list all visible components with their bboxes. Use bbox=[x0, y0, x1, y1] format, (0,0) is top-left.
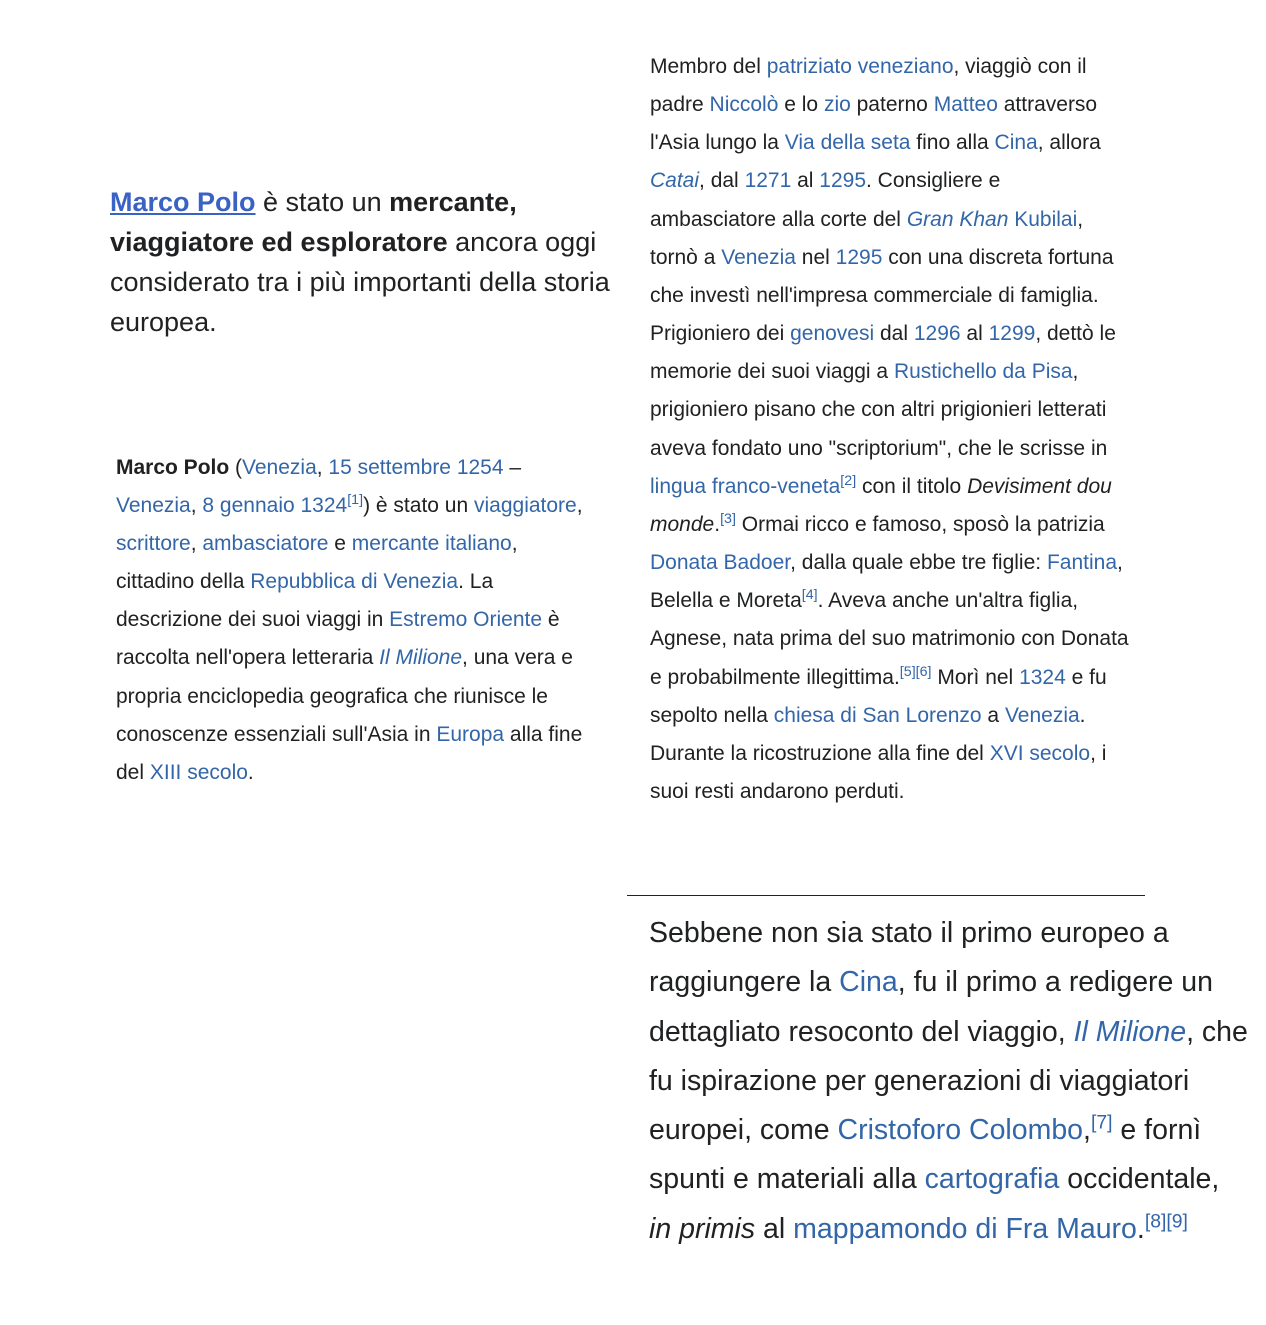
text: , dalla quale ebbe tre figlie: bbox=[790, 551, 1047, 575]
text: , allora bbox=[1037, 131, 1101, 155]
lead-paragraph bbox=[116, 449, 596, 792]
link-venezia[interactable]: Venezia bbox=[721, 245, 796, 269]
text: attraverso l'Asia lungo la bbox=[650, 93, 1098, 155]
text: , Belella e Moreta bbox=[650, 551, 1123, 613]
marco-polo-title-link[interactable]: Marco Polo bbox=[110, 187, 256, 217]
reference-3[interactable]: [3] bbox=[720, 511, 736, 528]
link-mappamondo-fra-mauro[interactable]: mappamondo di Fra Mauro bbox=[793, 1212, 1137, 1245]
link-gran-khan[interactable]: Gran Khan bbox=[906, 207, 1009, 231]
link-donata-badoer[interactable]: Donata Badoer bbox=[650, 551, 791, 575]
text: al bbox=[791, 169, 820, 193]
link-matteo[interactable]: Matteo bbox=[933, 93, 998, 117]
text: , bbox=[576, 494, 583, 518]
section-divider bbox=[627, 895, 1145, 896]
text: Membro del bbox=[650, 55, 767, 78]
link-venezia[interactable]: Venezia bbox=[242, 456, 317, 479]
text: a bbox=[981, 703, 1005, 727]
link-mercante-italiano[interactable]: mercante italiano bbox=[351, 532, 512, 556]
link-1295[interactable]: 1295 bbox=[835, 245, 883, 269]
text: al bbox=[755, 1212, 794, 1245]
link-patriziato-veneziano[interactable]: patriziato veneziano bbox=[766, 55, 954, 78]
text: . bbox=[247, 760, 254, 784]
link-fantina[interactable]: Fantina bbox=[1046, 551, 1117, 575]
link-zio[interactable]: zio bbox=[823, 93, 851, 117]
link-rustichello-da-pisa[interactable]: Rustichello da Pisa bbox=[893, 360, 1073, 384]
link-birth-date[interactable]: 15 settembre 1254 bbox=[328, 456, 504, 479]
text: e lo bbox=[778, 93, 824, 117]
text: . bbox=[1136, 1212, 1145, 1245]
text: , dal bbox=[699, 169, 745, 193]
text: , che fu ispirazione per generazioni di viaggiatori europei, come bbox=[649, 1015, 1248, 1147]
link-xvi-secolo[interactable]: XVI secolo bbox=[989, 741, 1091, 765]
text: . bbox=[714, 512, 721, 536]
reference-5-6[interactable]: [5][6] bbox=[899, 663, 932, 680]
link-catai[interactable]: Catai bbox=[650, 169, 700, 193]
link-scrittore[interactable]: scrittore bbox=[116, 532, 191, 556]
text: ) è stato un bbox=[363, 494, 474, 518]
text: , cittadino della bbox=[116, 532, 518, 594]
link-genovesi[interactable]: genovesi bbox=[790, 322, 875, 346]
text: . La descrizione dei suoi viaggi in bbox=[116, 570, 494, 632]
text: paterno bbox=[850, 93, 934, 117]
text: e fornì spunti e materiali alla bbox=[649, 1114, 1202, 1196]
link-europa[interactable]: Europa bbox=[436, 722, 505, 746]
link-lingua-franco-veneta[interactable]: lingua franco-veneta bbox=[650, 474, 841, 498]
link-cina[interactable]: Cina bbox=[839, 966, 898, 999]
link-chiesa-san-lorenzo[interactable]: chiesa di San Lorenzo bbox=[773, 703, 982, 727]
summary-bold-text: mercante, viaggiatore ed esploratore bbox=[110, 187, 517, 257]
summary-paragraph bbox=[110, 182, 620, 342]
text: , fu il primo a redigere un dettagliato resoconto del viaggio, bbox=[649, 966, 1214, 1048]
text: . Consigliere e ambasciatore alla corte del bbox=[650, 169, 1001, 231]
reference-1[interactable]: [1] bbox=[347, 492, 364, 509]
text: , viaggiò con il padre bbox=[650, 55, 1087, 117]
text: è raccolta nell'opera letteraria bbox=[116, 608, 560, 670]
title-devisiment: Devisiment dou monde bbox=[650, 474, 1112, 536]
text: , bbox=[316, 456, 329, 479]
link-xiii-secolo[interactable]: XIII secolo bbox=[149, 760, 248, 784]
in-primis-text: in primis bbox=[649, 1212, 756, 1245]
text: occidentale, bbox=[1059, 1163, 1220, 1196]
reference-7[interactable]: [7] bbox=[1090, 1111, 1113, 1134]
link-1271[interactable]: 1271 bbox=[744, 169, 792, 193]
text: , bbox=[190, 494, 203, 518]
text: alla fine del bbox=[116, 722, 583, 784]
link-venezia[interactable]: Venezia bbox=[116, 494, 191, 518]
text: . Aveva anche un'altra figlia, Agnese, nata prima del suo matrimonio con Donata e probabilmente illegittima. bbox=[650, 589, 1129, 689]
text: nel bbox=[795, 245, 836, 269]
text: , prigioniero pisano che con altri prigionieri letterati aveva fondato uno "scriptorium", che le scrisse in bbox=[650, 360, 1108, 460]
summary-text: è stato un bbox=[255, 187, 390, 217]
text: . Durante la ricostruzione alla fine del bbox=[650, 703, 1086, 765]
link-cina[interactable]: Cina bbox=[994, 131, 1038, 155]
legacy-paragraph bbox=[649, 909, 1249, 1254]
text: , bbox=[1083, 1114, 1091, 1147]
text: – bbox=[503, 456, 522, 479]
text: Morì nel bbox=[931, 665, 1020, 689]
text: dal bbox=[874, 322, 914, 346]
reference-8-9[interactable]: [8][9] bbox=[1144, 1210, 1188, 1233]
summary-text: ancora oggi considerato tra i più importanti della storia europea. bbox=[110, 227, 610, 337]
text: , bbox=[190, 532, 203, 556]
text: con il titolo bbox=[856, 474, 968, 498]
text: , una vera e propria enciclopedia geografica che riunisce le conoscenze essenziali sull'Asia in bbox=[116, 646, 573, 746]
text: Sebbene non sia stato il primo europeo a raggiungere la bbox=[649, 917, 1169, 999]
link-via-della-seta[interactable]: Via della seta bbox=[784, 131, 911, 155]
link-il-milione[interactable]: Il Milione bbox=[379, 646, 463, 670]
link-1296[interactable]: 1296 bbox=[913, 322, 961, 346]
text: , tornò a bbox=[650, 207, 1084, 269]
link-cristoforo-colombo[interactable]: Cristoforo Colombo bbox=[837, 1114, 1084, 1147]
link-venezia[interactable]: Venezia bbox=[1004, 703, 1080, 727]
text: , dettò le memorie dei suoi viaggi a bbox=[650, 322, 1116, 384]
link-estremo-oriente[interactable]: Estremo Oriente bbox=[389, 608, 543, 632]
link-repubblica-venezia[interactable]: Repubblica di Venezia bbox=[250, 570, 459, 594]
lead-subject: Marco Polo bbox=[116, 456, 230, 479]
text: e bbox=[328, 532, 352, 556]
text: con una discreta fortuna che investì nell'impresa commerciale di famiglia. Prigioniero dei bbox=[650, 245, 1114, 346]
link-viaggiatore[interactable]: viaggiatore bbox=[474, 494, 577, 518]
biography-paragraph bbox=[650, 48, 1132, 811]
link-il-milione[interactable]: Il Milione bbox=[1073, 1015, 1187, 1048]
text: al bbox=[960, 322, 989, 346]
reference-4[interactable]: [4] bbox=[801, 587, 818, 604]
link-niccolo[interactable]: Niccolò bbox=[709, 93, 779, 117]
link-kubilai[interactable]: Kubilai bbox=[1014, 207, 1078, 231]
link-cartografia[interactable]: cartografia bbox=[924, 1163, 1060, 1196]
link-1299[interactable]: 1299 bbox=[988, 322, 1036, 346]
text: fino alla bbox=[910, 131, 995, 155]
text: Ormai ricco e famoso, sposò la patrizia bbox=[735, 512, 1105, 536]
text: ( bbox=[229, 456, 243, 479]
text: , i suoi resti andarono perduti. bbox=[650, 741, 1107, 803]
link-death-date[interactable]: 8 gennaio 1324 bbox=[202, 494, 348, 518]
link-1324[interactable]: 1324 bbox=[1019, 665, 1066, 689]
reference-2[interactable]: [2] bbox=[840, 472, 857, 489]
link-ambasciatore[interactable]: ambasciatore bbox=[202, 532, 329, 556]
link-1295[interactable]: 1295 bbox=[819, 169, 867, 193]
text: e fu sepolto nella bbox=[650, 665, 1107, 727]
